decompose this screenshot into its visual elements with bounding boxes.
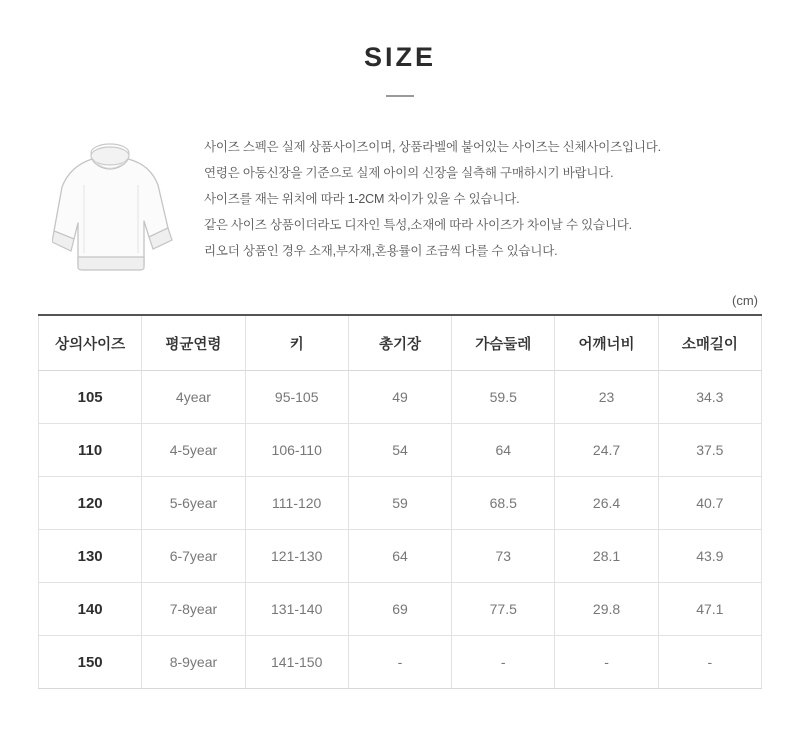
cell-size: 110	[39, 424, 142, 477]
page-header	[0, 0, 800, 97]
size-table-wrapper	[0, 314, 800, 689]
cell-height: 121-130	[245, 530, 348, 583]
table-row	[39, 477, 762, 530]
table-row	[39, 424, 762, 477]
cell-age: 4-5year	[142, 424, 245, 477]
cell-shoulder: 23	[555, 371, 658, 424]
table-row	[39, 583, 762, 636]
unit-label: (cm)	[732, 293, 758, 308]
cell-sleeve: 34.3	[658, 371, 761, 424]
table-row	[39, 636, 762, 689]
intro-line-3: 사이즈를 재는 위치에 따라 1-2CM 차이가 있을 수 있습니다.	[204, 191, 520, 206]
cell-length: 69	[348, 583, 451, 636]
column-header-3: 총기장	[348, 315, 451, 371]
cell-length: 49	[348, 371, 451, 424]
column-header-2: 키	[245, 315, 348, 371]
column-header-4: 가슴둘레	[452, 315, 555, 371]
cell-length: 59	[348, 477, 451, 530]
cell-length: -	[348, 636, 451, 689]
size-table	[38, 314, 762, 689]
cell-age: 6-7year	[142, 530, 245, 583]
cell-size: 130	[39, 530, 142, 583]
cell-sleeve: 37.5	[658, 424, 761, 477]
cell-sleeve: 40.7	[658, 477, 761, 530]
intro-line-2: 연령은 아동신장을 기준으로 실제 아이의 신장을 실측해 구매하시기 바랍니다.	[204, 165, 614, 180]
cell-size: 150	[39, 636, 142, 689]
table-row	[39, 530, 762, 583]
cell-size: 105	[39, 371, 142, 424]
cell-shoulder: 28.1	[555, 530, 658, 583]
cell-height: 95-105	[245, 371, 348, 424]
size-table-body	[39, 371, 762, 689]
cell-age: 4year	[142, 371, 245, 424]
cell-chest: 59.5	[452, 371, 555, 424]
table-row	[39, 371, 762, 424]
cell-shoulder: 24.7	[555, 424, 658, 477]
cell-sleeve: 47.1	[658, 583, 761, 636]
intro-section	[0, 97, 800, 285]
intro-line-4: 같은 사이즈 상품이더라도 디자인 특성,소재에 따라 사이즈가 차이날 수 있습니다.	[204, 217, 632, 232]
cell-chest: 73	[452, 530, 555, 583]
cell-age: 5-6year	[142, 477, 245, 530]
intro-line-1: 사이즈 스펙은 실제 상품사이즈이며, 상품라벨에 붙어있는 사이즈는 신체사이즈입니다.	[204, 140, 661, 154]
cell-sleeve: -	[658, 636, 761, 689]
cell-height: 106-110	[245, 424, 348, 477]
column-header-1: 평균연령	[142, 315, 245, 371]
table-header-row	[39, 315, 762, 371]
cell-size: 140	[39, 583, 142, 636]
column-header-0: 상의사이즈	[39, 315, 142, 371]
cell-height: 141-150	[245, 636, 348, 689]
cell-chest: -	[452, 636, 555, 689]
cell-height: 111-120	[245, 477, 348, 530]
cell-chest: 77.5	[452, 583, 555, 636]
cell-shoulder: 29.8	[555, 583, 658, 636]
intro-text-block	[200, 129, 661, 268]
cell-size: 120	[39, 477, 142, 530]
cell-chest: 68.5	[452, 477, 555, 530]
cell-age: 7-8year	[142, 583, 245, 636]
cell-chest: 64	[452, 424, 555, 477]
sweatshirt-illustration-icon	[0, 129, 200, 285]
column-header-6: 소매길이	[658, 315, 761, 371]
cell-height: 131-140	[245, 583, 348, 636]
cell-shoulder: 26.4	[555, 477, 658, 530]
intro-line-5: 리오더 상품인 경우 소재,부자재,혼용률이 조금씩 다를 수 있습니다.	[204, 243, 558, 258]
cell-length: 64	[348, 530, 451, 583]
cell-shoulder: -	[555, 636, 658, 689]
cell-age: 8-9year	[142, 636, 245, 689]
page-title: SIZE	[363, 42, 436, 72]
cell-sleeve: 43.9	[658, 530, 761, 583]
column-header-5: 어깨너비	[555, 315, 658, 371]
size-table-head	[39, 315, 762, 371]
cell-length: 54	[348, 424, 451, 477]
